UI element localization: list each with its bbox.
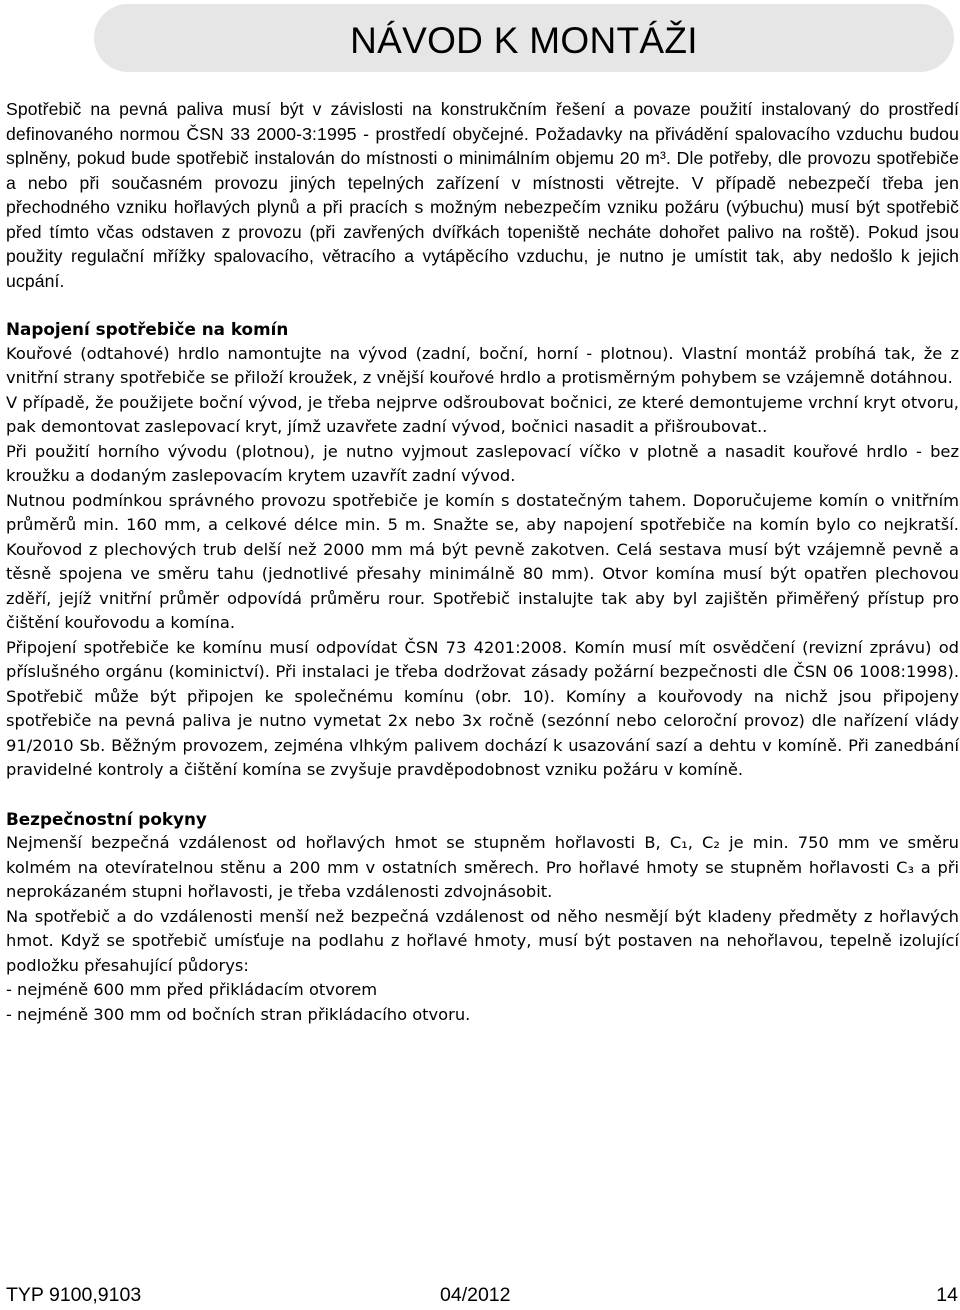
safety-paragraph: Nejmenší bezpečná vzdálenost od hořlavých hmot se stupněm hořlavosti B, C₁, C₂ je min. 750 mm ve směru kolmém na otevíratelnou stěnu a 200 mm v ostatních směrech. Pro hořlavé hmoty se stupněm hořlavosti C₃ a při neprokázaném stupni hořlavosti, je třeba vzdálenosti zdvojnásobit. (6, 833, 959, 901)
list-item: - nejméně 600 mm před přikládacím otvorem (6, 980, 378, 999)
chimney-paragraph: V případě, že použijete boční vývod, je třeba nejprve odšroubovat bočnici, ze které demontujeme vrchní kryt otvoru, pak demontovat zaslepovací kryt, jímž uzavřete zadní vývod, bočnici nasadit a přišroubovat.. (6, 392, 959, 436)
chimney-paragraph: Při použití horního vývodu (plotnou), je nutno vyjmout zaslepovací víčko v plotně a nasadit kouřové hrdlo - bez kroužku a dodaným zaslepovacím krytem uzavřít zadní vývod. (6, 441, 959, 485)
document-body (6, 97, 959, 1027)
page-footer (6, 1284, 958, 1310)
footer-page-number: 14 (936, 1284, 958, 1306)
chimney-paragraph: Připojení spotřebiče ke komínu musí odpovídat ČSN 73 4201:2008. Komín musí mít osvědčení (revizní zprávu) od příslušného orgánu (kominictví). Při instalaci je třeba dodržovat zásady požární bezpečnosti dle ČSN 06 1008:1998). Spotřebič může být připojen ke společnému komínu (obr. 10). Komíny a kouřovody na nichž jsou připojeny spotřebiče na pevná paliva je nutno vymetat 2x nebo 3x ročně (sezónní nebo celoroční provoz) dle nařízení vlády 91/2010 Sb. Běžným provozem, zejména vlhkým palivem dochází k usazování sazí a dehtu v komíně. Při zanedbání pravidelné kontroly a čištění komína se zvyšuje pravděpodobnost vzniku požáru v komíně. (6, 637, 959, 779)
footer-model: TYP 9100,9103 (6, 1284, 142, 1306)
chimney-paragraph: Kouřové (odtahové) hrdlo namontujte na vývod (zadní, boční, horní - plotnou). Vlastní montáž probíhá tak, že z vnitřní strany spotřebiče se přiloží kroužek, z vnější kouřové hrdlo a protisměrným pohybem se vzájemně dotáhnou. (6, 343, 959, 387)
page-title: NÁVOD K MONTÁŽI (350, 20, 698, 61)
intro-paragraph: Spotřebič na pevná paliva musí být v závislosti na konstrukčním řešení a povaze použití instalovaný do prostředí definovaného normou ČSN 33 2000-3:1995 - prostředí obyčejné. Požadavky na přivádění spalovacího vzduchu budou splněny, pokud bude spotřebič instalován do místnosti o minimálním objemu 20 m³. Dle potřeby, dle provozu spotřebiče a nebo při současném provozu jiných tepelných zařízení v místnosti větrejte. V případě nebezpečí třeba jen přechodného vzniku hořlavých plynů a při pracích s možným nebezpečím vzniku požáru (výbuchu) musí být spotřebič před tímto včas odstaven z provozu (při zavřených dvířkách topeniště necháte dohořet palivo na roště). Pokud jsou použity regulační mřížky spalovacího, větracího a vytápěcího vzduchu, je nutno je umístit tak, aby nedošlo k jejich ucpání. (6, 99, 959, 291)
list-item: - nejméně 300 mm od bočních stran přikládacího otvoru. (6, 1004, 471, 1024)
chimney-paragraph: Nutnou podmínkou správného provozu spotřebiče je komín s dostatečným tahem. Doporučujeme komín o vnitřním průměrů min. 160 mm, a celkové délce min. 5 m. Snažte se, aby napojení spotřebiče na komín bylo co nejkratší. Kouřovod z plechových trub delší než 2000 mm má být pevně zakotven. Celá sestava musí být vzájemně pevně a těsně spojena ve směru tahu (jednotlivé přesahy minimálně 80 mm). Otvor komína musí být opatřen plechovou zděří, jejíž vnitřní průměr odpovídá průměru rour. Spotřebič instalujte tak aby byl zajištěn přiměřený přístup pro čištění kouřovodu a komína. (6, 490, 959, 632)
section-heading-chimney: Napojení spotřebiče na komín (6, 319, 289, 339)
clearance-list (6, 978, 959, 1027)
safety-paragraph: Na spotřebič a do vzdálenosti menší než bezpečná vzdálenost od něho nesmějí být kladeny předměty z hořlavých hmot. Když se spotřebič umísťuje na podlahu z hořlavé hmoty, musí být postaven na nehořlavou, tepelně izolující podložku přesahující půdorys: (6, 906, 959, 975)
title-banner (94, 4, 954, 72)
section-heading-safety: Bezpečnostní pokyny (6, 808, 207, 829)
footer-date: 04/2012 (440, 1284, 511, 1306)
